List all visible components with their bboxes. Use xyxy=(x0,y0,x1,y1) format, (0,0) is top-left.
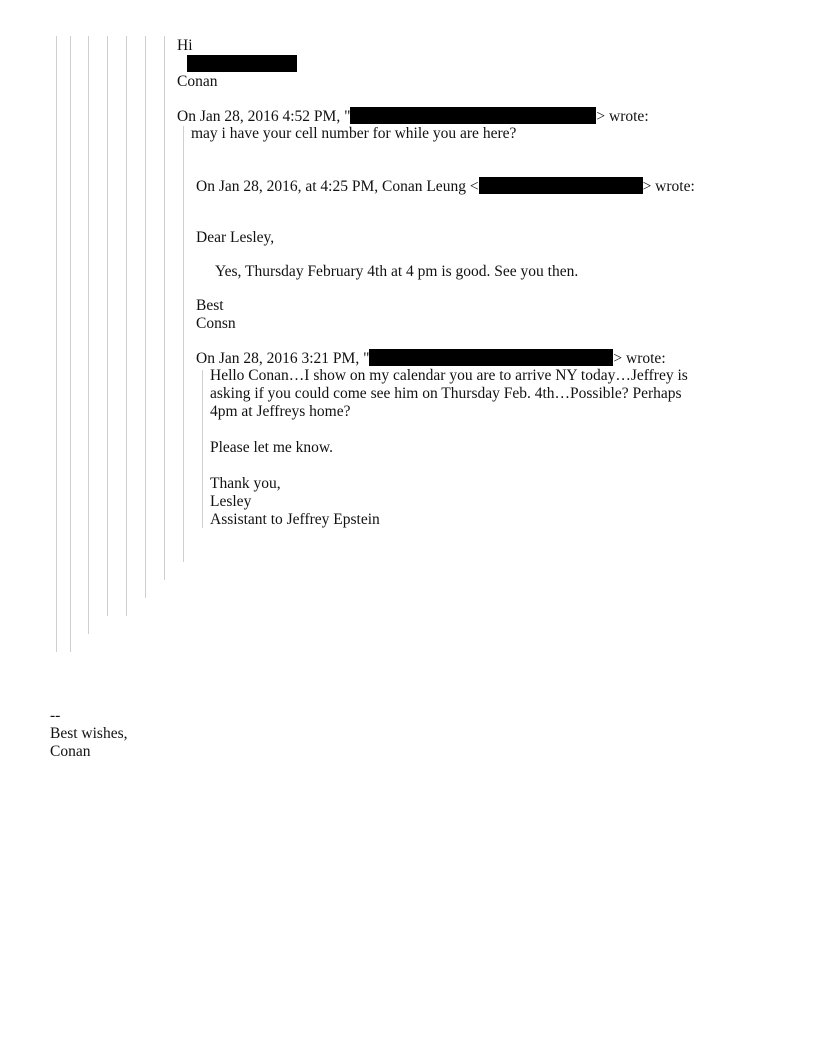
signature-line2: Conan xyxy=(50,743,91,760)
quote2-closing: Best xyxy=(196,297,224,314)
quote3-header-prefix: On Jan 28, 2016 3:21 PM, " xyxy=(196,350,370,367)
quote3-line4: Please let me know. xyxy=(210,439,333,456)
quote3-line7: Assistant to Jeffrey Epstein xyxy=(210,511,380,528)
quote3-line5: Thank you, xyxy=(210,475,281,492)
quote1-header-suffix: > wrote: xyxy=(596,108,649,125)
signature-dashes: -- xyxy=(50,707,61,724)
quote2-body: Yes, Thursday February 4th at 4 pm is good. See you then. xyxy=(215,263,579,280)
redaction-block xyxy=(350,107,596,124)
quote3-line3: 4pm at Jeffreys home? xyxy=(210,403,351,420)
quote3-line6: Lesley xyxy=(210,493,252,510)
quote-bar-7 xyxy=(164,36,165,580)
quote3-header xyxy=(196,349,666,368)
quote-bar-1 xyxy=(56,36,57,652)
quote2-salutation: Dear Lesley, xyxy=(196,229,275,246)
reply-signoff: Conan xyxy=(177,73,218,90)
quote-bar-2 xyxy=(70,36,71,652)
quote3-header-suffix: > wrote: xyxy=(613,350,666,367)
quote1-header-prefix: On Jan 28, 2016 4:52 PM, " xyxy=(177,108,351,125)
redaction-block xyxy=(187,55,297,72)
quote3-line1: Hello Conan…I show on my calendar you are to arrive NY today…Jeffrey is xyxy=(210,367,688,384)
quote2-header-suffix: > wrote: xyxy=(642,178,695,195)
quote1-header xyxy=(177,107,649,126)
redaction-block xyxy=(479,177,643,194)
quote1-body: may i have your cell number for while you are here? xyxy=(191,125,517,142)
quote-bar-3 xyxy=(88,36,89,634)
quote-bar-9 xyxy=(202,370,203,528)
redaction-block xyxy=(369,349,613,366)
quote-bar-6 xyxy=(145,36,146,598)
reply-greeting: Hi xyxy=(177,37,193,54)
quote-bar-5 xyxy=(126,36,127,616)
quote2-header xyxy=(196,177,695,196)
quote2-name: Consn xyxy=(196,315,236,332)
signature-line1: Best wishes, xyxy=(50,725,128,742)
quote-bar-8 xyxy=(183,126,184,562)
quote-bar-4 xyxy=(107,36,108,616)
quote2-header-prefix: On Jan 28, 2016, at 4:25 PM, Conan Leung < xyxy=(196,178,479,195)
quote3-line2: asking if you could come see him on Thursday Feb. 4th…Possible? Perhaps xyxy=(210,385,682,402)
